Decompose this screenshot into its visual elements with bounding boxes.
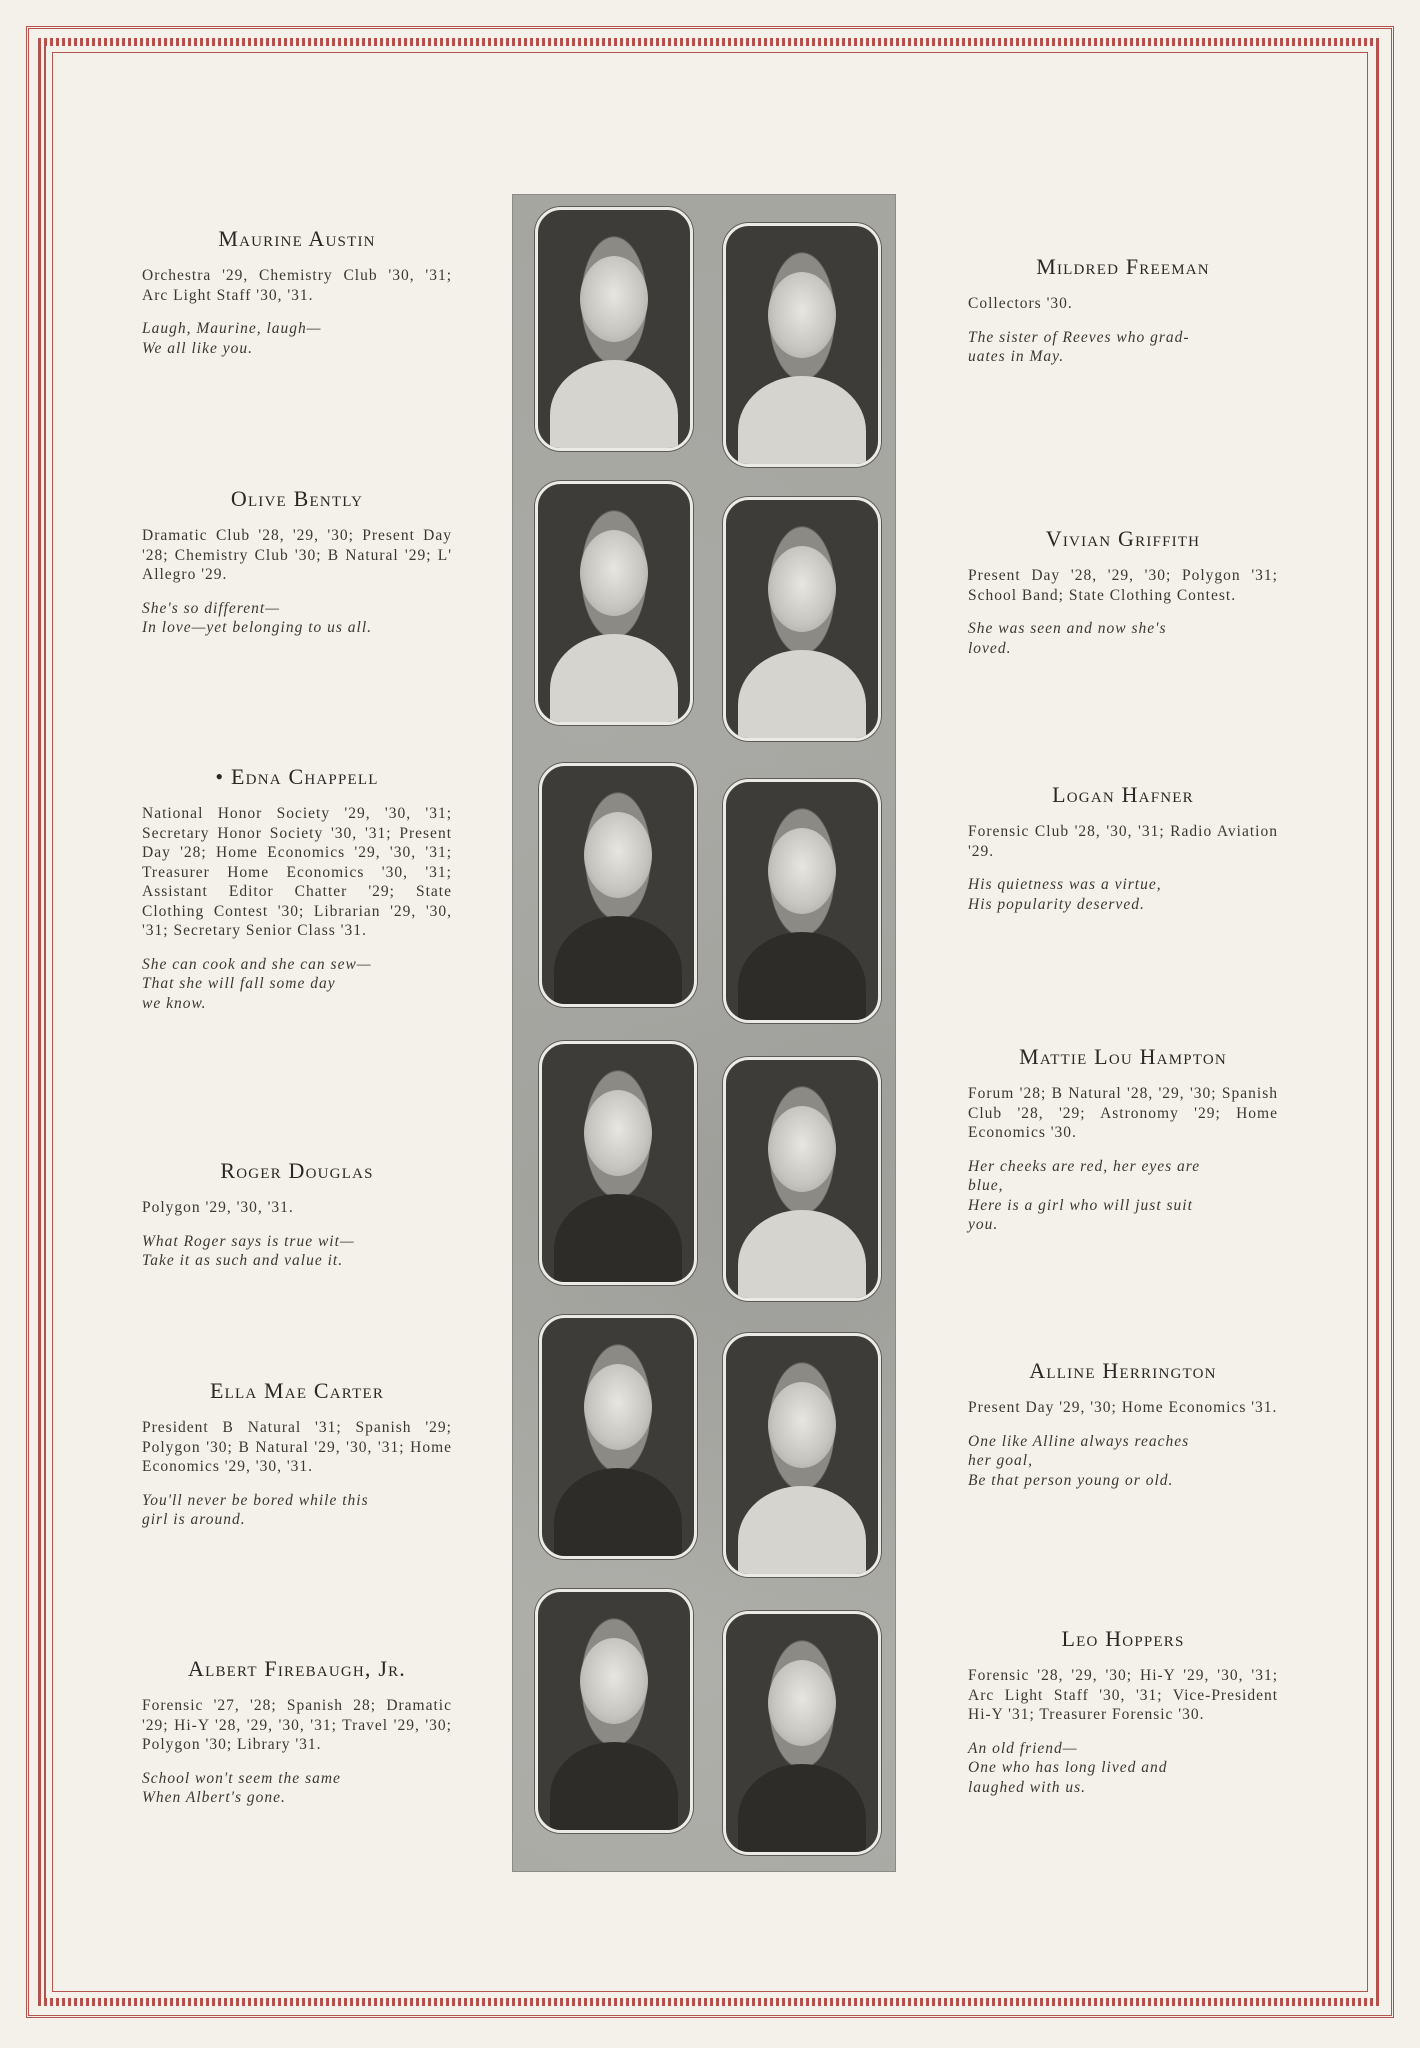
portrait-olive-bently <box>535 481 693 725</box>
senior-name: Vivian Griffith <box>1045 526 1201 551</box>
senior-quote: Her cheeks are red, her eyes are blue, Here is a girl who will just suit you. <box>968 1157 1201 1233</box>
senior-activities: Present Day '29, '30; Home Economics '31. <box>968 1399 1278 1416</box>
senior-name: Mattie Lou Hampton <box>1019 1044 1227 1069</box>
portrait-maurine-austin <box>535 207 693 451</box>
senior-name: Alline Herrington <box>1029 1358 1217 1383</box>
portrait-edna-chappell <box>539 763 697 1007</box>
senior-entry <box>968 1626 1278 1797</box>
senior-entry <box>142 1378 452 1530</box>
portrait-mildred-freeman <box>723 223 881 467</box>
senior-name: Logan Hafner <box>1052 782 1194 807</box>
senior-activities: Dramatic Club '28, '29, '30; Present Day '28; Chemistry Club '30; B Natural '29; L' Allegro '29. <box>142 527 452 583</box>
senior-entry <box>142 486 452 638</box>
senior-quote: She can cook and she can sew— That she will fall some day we know. <box>142 955 372 1012</box>
senior-quote: You'll never be bored while this girl is around. <box>142 1491 369 1528</box>
portrait-logan-hafner <box>723 779 881 1023</box>
senior-name: Ella Mae Carter <box>209 1378 385 1403</box>
senior-quote: The sister of Reeves who grad- uates in May. <box>968 328 1190 365</box>
senior-activities: President B Natural '31; Spanish '29; Polygon '30; B Natural '29, '30, '31; Home Economics '29, '30, '31. <box>142 1419 452 1475</box>
portrait-mattie-lou-hampton <box>723 1057 881 1301</box>
senior-activities: Forum '28; B Natural '28, '29, '30; Spanish Club '28, '29; Astronomy '29; Home Economics '30. <box>968 1085 1278 1141</box>
portrait-vivian-griffith <box>723 497 881 741</box>
portrait-roger-douglas <box>539 1041 697 1285</box>
senior-name: Maurine Austin <box>218 226 376 251</box>
senior-entry <box>142 1158 452 1271</box>
senior-name: • Edna Chappell <box>215 764 379 789</box>
senior-entry <box>968 1044 1278 1235</box>
senior-activities: Forensic '27, '28; Spanish 28; Dramatic '29; Hi-Y '28, '29, '30, '31; Travel '29, '30; Polygon '30; Library '31. <box>142 1697 452 1753</box>
senior-entry <box>142 764 452 1013</box>
senior-entry <box>968 782 1278 914</box>
senior-activities: Orchestra '29, Chemistry Club '30, '31; Arc Light Staff '30, '31. <box>142 267 452 304</box>
senior-activities: Polygon '29, '30, '31. <box>142 1199 294 1216</box>
portrait-ella-mae-carter <box>539 1315 697 1559</box>
senior-quote: Laugh, Maurine, laugh— We all like you. <box>142 320 322 357</box>
senior-quote: What Roger says is true wit— Take it as such and value it. <box>142 1232 355 1269</box>
senior-activities: Forensic '28, '29, '30; Hi-Y '29, '30, '31; Arc Light Staff '30, '31; Vice-President Hi-Y '31; Treasurer Forensic '30. <box>968 1667 1278 1723</box>
senior-activities: Collectors '30. <box>968 295 1073 312</box>
portrait-albert-firebaugh <box>535 1589 693 1833</box>
senior-quote: School won't seem the same When Albert's gone. <box>142 1769 341 1806</box>
portrait-leo-hoppers <box>723 1611 881 1855</box>
senior-entry <box>968 526 1278 658</box>
senior-activities: National Honor Society '29, '30, '31; Secretary Honor Society '30, '31; Present Day '28; Home Economics '29, '30, '31; Treasurer Home Economics '30, '31; Assistant Editor Chatter '29; State Clothing Contest '30; Librarian '29, '30, '31; Secretary Senior Class '31. <box>142 805 452 939</box>
senior-activities: Present Day '28, '29, '30; Polygon '31; School Band; State Clothing Contest. <box>968 567 1278 604</box>
senior-entry <box>142 226 452 358</box>
senior-entry <box>968 1358 1278 1490</box>
senior-name: Roger Douglas <box>220 1158 374 1183</box>
senior-name: Leo Hoppers <box>1061 1626 1185 1651</box>
senior-quote: She's so different— In love—yet belonging to us all. <box>142 599 373 636</box>
portrait-strip <box>512 194 896 1872</box>
senior-quote: His quietness was a virtue, His popularity deserved. <box>968 876 1162 913</box>
senior-name: Albert Firebaugh, Jr. <box>188 1656 406 1681</box>
senior-quote: She was seen and now she's loved. <box>968 620 1167 657</box>
senior-name: Olive Bently <box>230 486 364 511</box>
senior-name: Mildred Freeman <box>1036 254 1210 279</box>
senior-entry <box>142 1656 452 1808</box>
senior-quote: One like Alline always reaches her goal, Be that person young or old. <box>968 1432 1190 1489</box>
portrait-alline-herrington <box>723 1333 881 1577</box>
senior-activities: Forensic Club '28, '30, '31; Radio Aviation '29. <box>968 823 1278 860</box>
senior-entry <box>968 254 1278 367</box>
senior-quote: An old friend— One who has long lived and laughed with us. <box>968 1739 1168 1796</box>
